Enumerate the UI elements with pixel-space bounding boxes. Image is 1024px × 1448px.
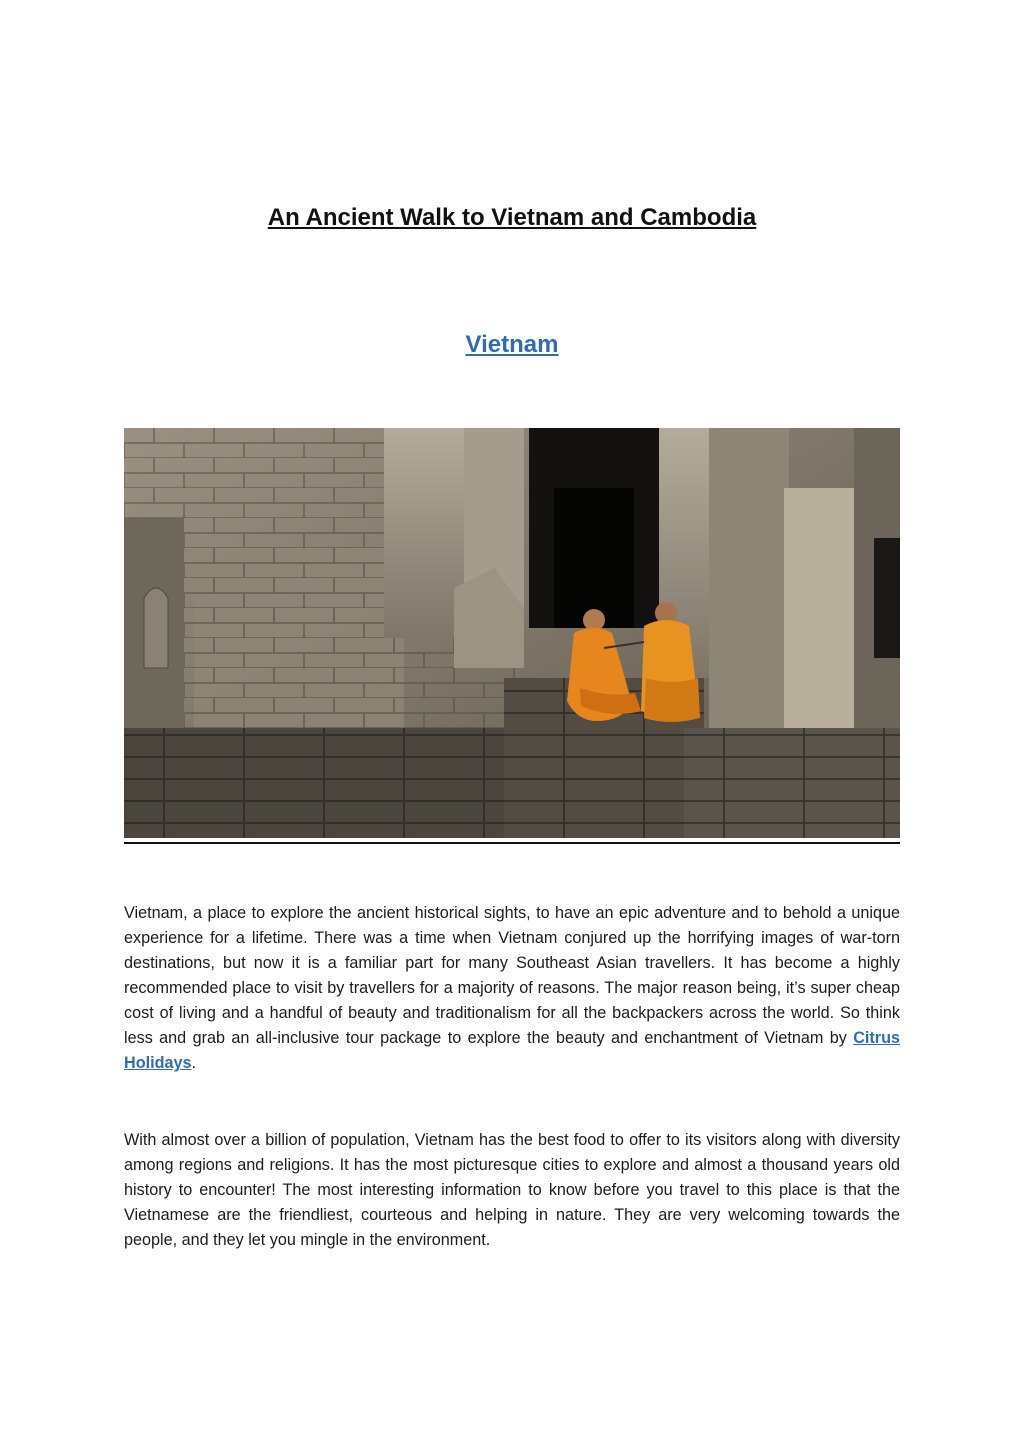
citrus-holidays-link[interactable]: Citrus Holidays [124,1029,900,1072]
vietnam-heading-link[interactable]: Vietnam [465,331,559,358]
paragraph-intro-text: Vietnam, a place to explore the ancient historical sights, to have an epic adventure and to behold a unique experience for a lifetime. There was a time when Vietnam conjured up the horrifying images of war-torn destinations, but now it is a familiar part for many Southeast Asian travellers. It has become a highly recommended place to visit by travellers for a majority of reasons. The major reason being, it’s super cheap cost of living and a handful of beauty and traditionalism for all the backpackers across the world. So think less and grab an all-inclusive tour package to explore the beauty and enchantment of Vietnam by [124,904,900,1047]
section-heading [0,331,1024,359]
paragraph-intro-end: . [191,1054,196,1072]
paragraph-population: With almost over a billion of population, Vietnam has the best food to offer to its visitors along with diversity among regions and religions. It has the most picturesque cities to explore and almost a thousand years old history to encounter! The most interesting information to know before you travel to this place is that the Vietnamese are the friendliest, courteous and helping in nature. They are very welcoming towards the people, and they let you mingle in the environment. [124,1131,900,1249]
paragraph-intro [124,901,900,1076]
document-title: An Ancient Walk to Vietnam and Cambodia [267,204,757,231]
temple-monks-photo [124,428,900,838]
photo-divider [124,842,900,844]
